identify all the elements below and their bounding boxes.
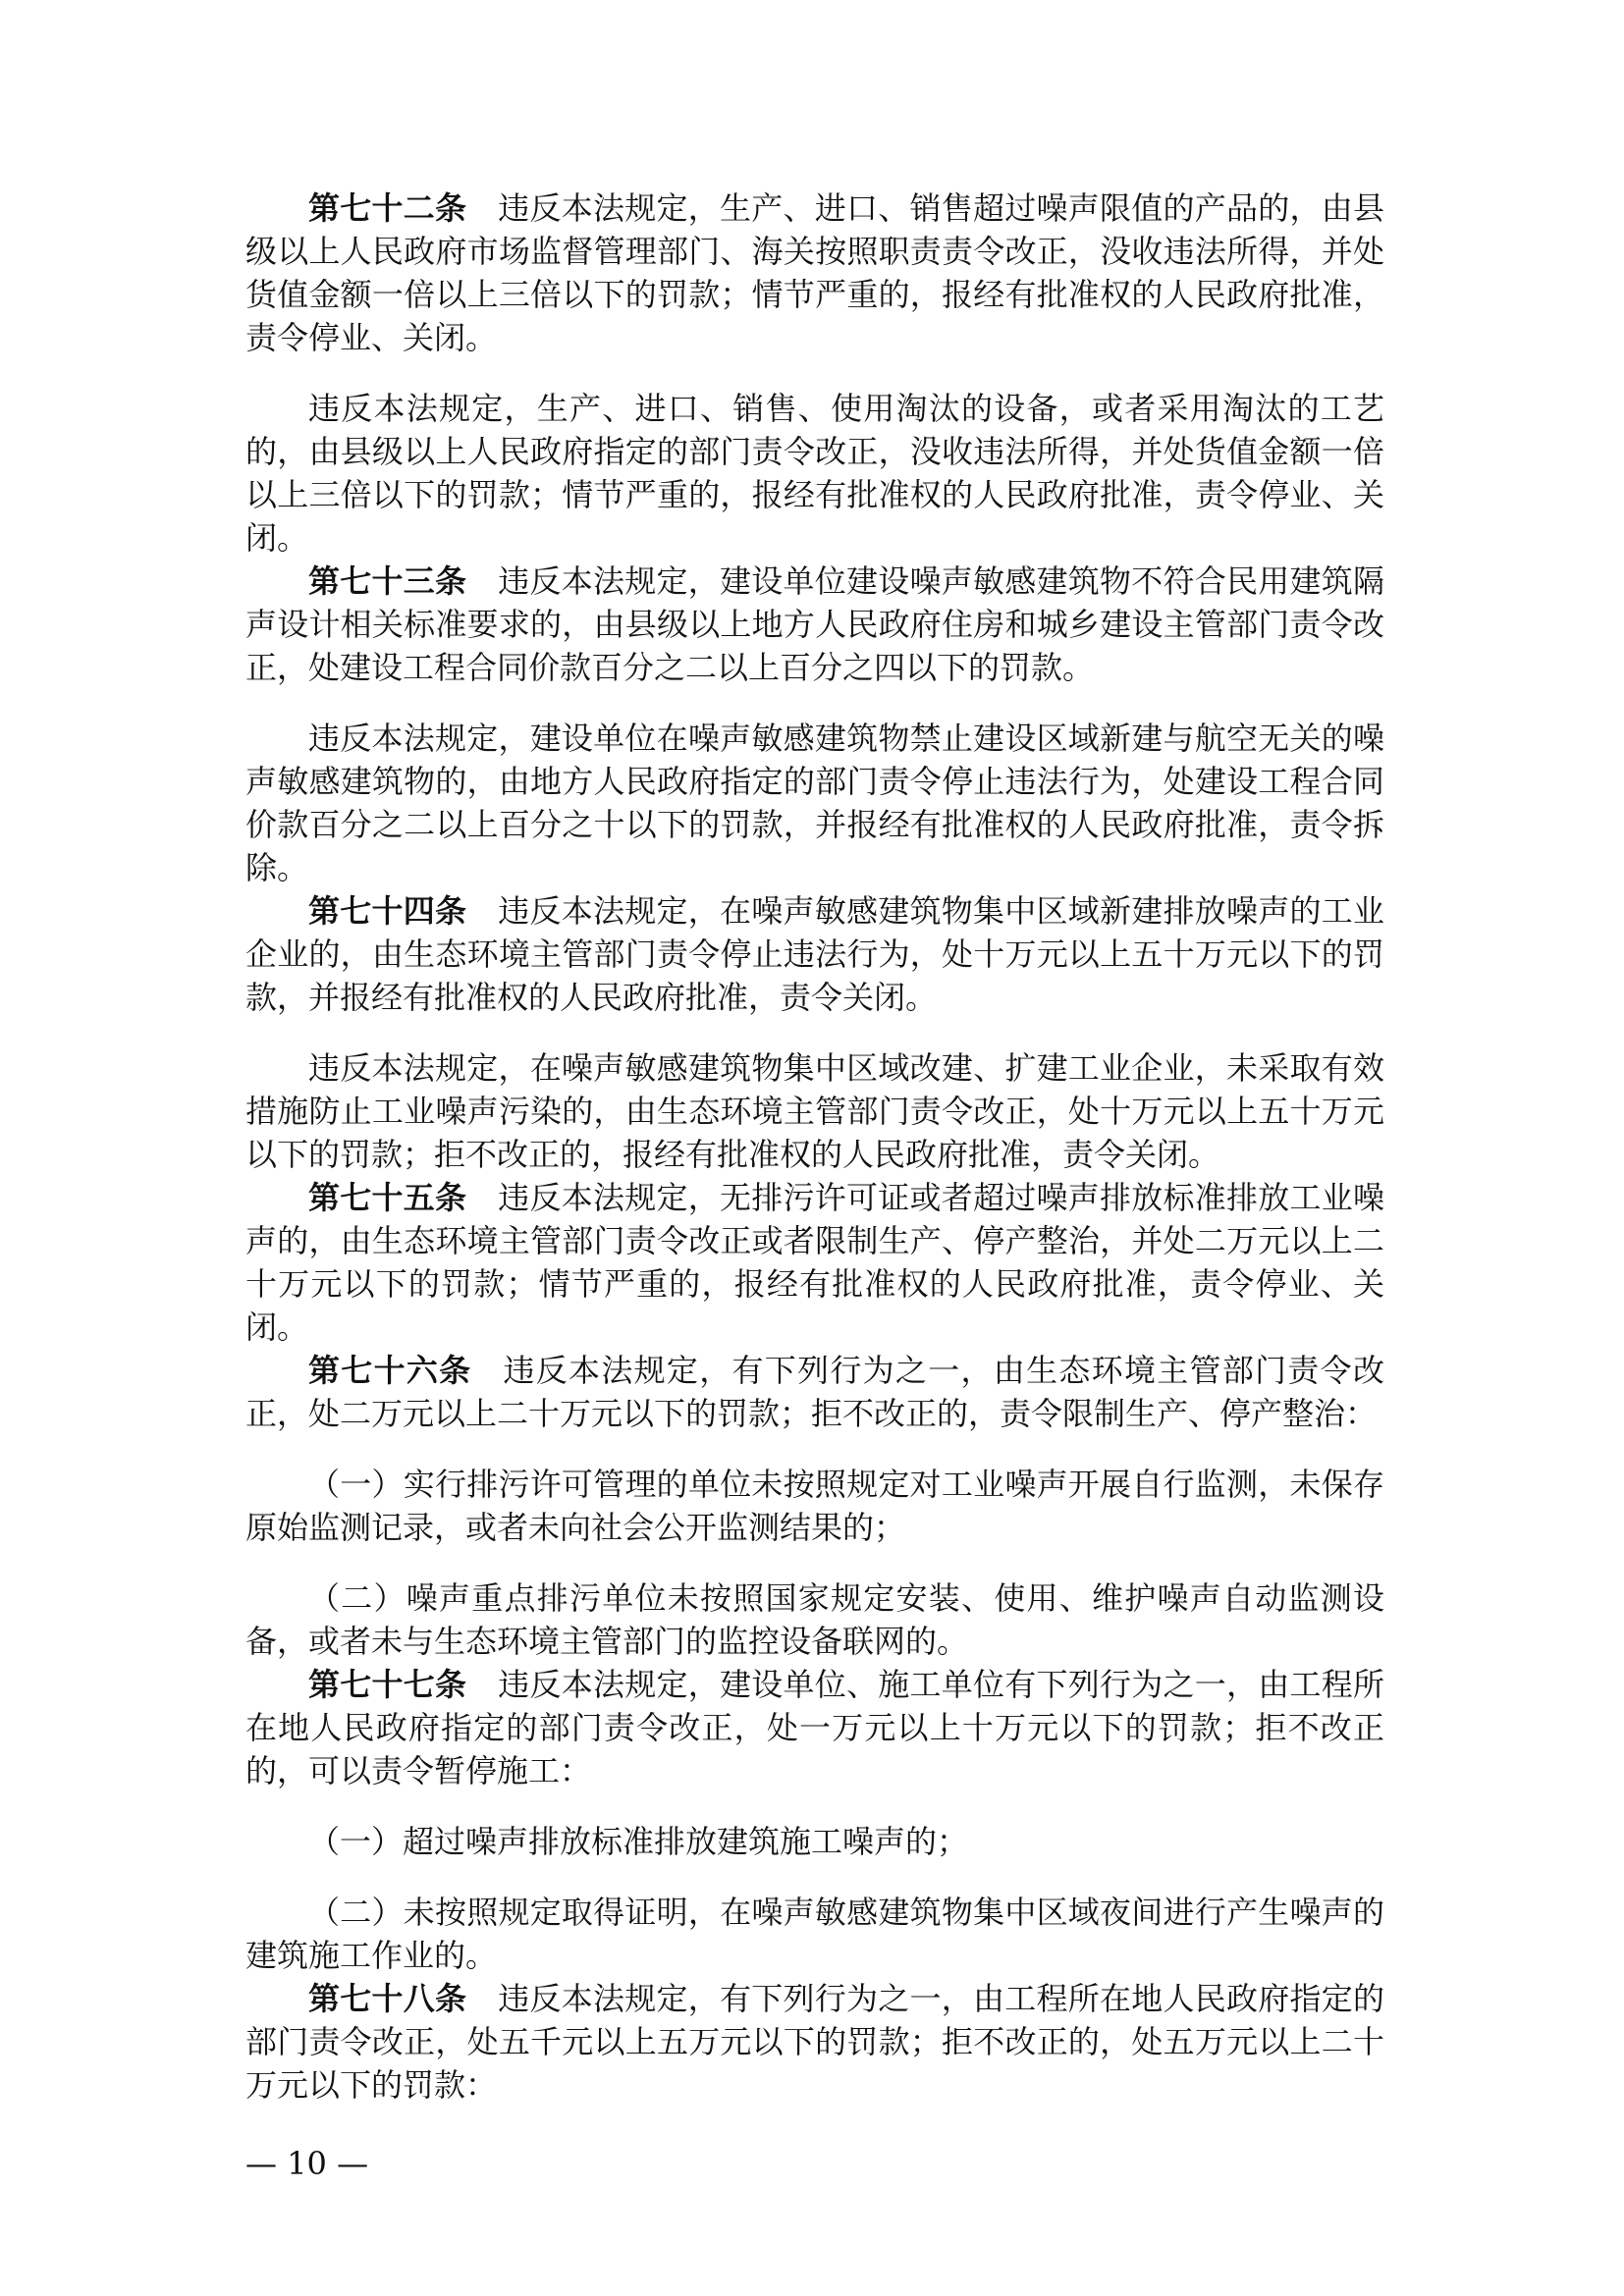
article-76 <box>245 1349 1384 1435</box>
article-label: 第七十二条 <box>308 189 467 227</box>
article-73 <box>245 560 1384 689</box>
article-76-item-2 <box>245 1576 1384 1663</box>
article-76-item-1 <box>245 1463 1384 1549</box>
article-text: 违反本法规定，生产、进口、销售超过噪声限值的产品的，由县级以上人民政府市场监督管理部门、海关按照职责责令改正，没收违法所得，并处货值金额一倍以上三倍以下的罚款；情节严重的，报经有批准权的人民政府批准，责令停业、关闭。 <box>245 189 1384 356</box>
article-73-clause-2 <box>245 717 1384 889</box>
article-78 <box>245 1977 1384 2107</box>
article-74-clause-2 <box>245 1046 1384 1176</box>
paragraph-text: 违反本法规定，建设单位在噪声敏感建筑物禁止建设区域新建与航空无关的噪声敏感建筑物的，由地方人民政府指定的部门责令停止违法行为，处建设工程合同价款百分之二以上百分之十以下的罚款，并报经有批准权的人民政府批准，责令拆除。 <box>245 720 1384 886</box>
article-label: 第七十四条 <box>308 892 467 930</box>
list-item-text: （一）超过噪声排放标准排放建筑施工噪声的； <box>308 1823 969 1860</box>
article-72-clause-2 <box>245 387 1384 560</box>
article-label: 第七十六条 <box>308 1352 472 1389</box>
article-label: 第七十七条 <box>308 1666 467 1703</box>
article-text: 违反本法规定，无排污许可证或者超过噪声排放标准排放工业噪声的，由生态环境主管部门责令改正或者限制生产、停产整治，并处二万元以上二十万元以下的罚款；情节严重的，报经有批准权的人民政府批准，责令停业、关闭。 <box>245 1179 1384 1346</box>
article-label: 第七十八条 <box>308 1980 467 2017</box>
list-item-text: （一）实行排污许可管理的单位未按照规定对工业噪声开展自行监测，未保存原始监测记录，或者未向社会公开监测结果的； <box>245 1466 1384 1546</box>
article-text: 违反本法规定，有下列行为之一，由生态环境主管部门责令改正，处二万元以上二十万元以下的罚款；拒不改正的，责令限制生产、停产整治： <box>245 1352 1384 1432</box>
article-77 <box>245 1663 1384 1792</box>
list-item-text: （二）未按照规定取得证明，在噪声敏感建筑物集中区域夜间进行产生噪声的建筑施工作业的。 <box>245 1894 1384 1974</box>
article-label: 第七十五条 <box>308 1179 467 1216</box>
article-label: 第七十三条 <box>308 562 467 600</box>
document-body <box>245 187 1384 2107</box>
article-text: 违反本法规定，建设单位、施工单位有下列行为之一，由工程所在地人民政府指定的部门责令改正，处一万元以上十万元以下的罚款；拒不改正的，可以责令暂停施工： <box>245 1666 1384 1789</box>
article-text: 违反本法规定，建设单位建设噪声敏感建筑物不符合民用建筑隔声设计相关标准要求的，由县级以上地方人民政府住房和城乡建设主管部门责令改正，处建设工程合同价款百分之二以上百分之四以下的罚款。 <box>245 562 1384 686</box>
article-text: 违反本法规定，有下列行为之一，由工程所在地人民政府指定的部门责令改正，处五千元以上五万元以下的罚款；拒不改正的，处五万元以上二十万元以下的罚款： <box>245 1980 1384 2104</box>
article-75 <box>245 1176 1384 1349</box>
paragraph-text: 违反本法规定，在噪声敏感建筑物集中区域改建、扩建工业企业，未采取有效措施防止工业噪声污染的，由生态环境主管部门责令改正，处十万元以上五十万元以下的罚款；拒不改正的，报经有批准权的人民政府批准，责令关闭。 <box>245 1049 1384 1173</box>
page-number: — 10 — <box>245 2145 369 2182</box>
paragraph-text: 违反本法规定，生产、进口、销售、使用淘汰的设备，或者采用淘汰的工艺的，由县级以上人民政府指定的部门责令改正，没收违法所得，并处货值金额一倍以上三倍以下的罚款；情节严重的，报经有批准权的人民政府批准，责令停业、关闭。 <box>245 390 1384 557</box>
article-74 <box>245 889 1384 1019</box>
article-text: 违反本法规定，在噪声敏感建筑物集中区域新建排放噪声的工业企业的，由生态环境主管部门责令停止违法行为，处十万元以上五十万元以下的罚款，并报经有批准权的人民政府批准，责令关闭。 <box>245 892 1384 1016</box>
article-77-item-1 <box>245 1820 1384 1863</box>
article-77-item-2 <box>245 1891 1384 1977</box>
article-72 <box>245 187 1384 359</box>
list-item-text: （二）噪声重点排污单位未按照国家规定安装、使用、维护噪声自动监测设备，或者未与生态环境主管部门的监控设备联网的。 <box>245 1579 1384 1660</box>
